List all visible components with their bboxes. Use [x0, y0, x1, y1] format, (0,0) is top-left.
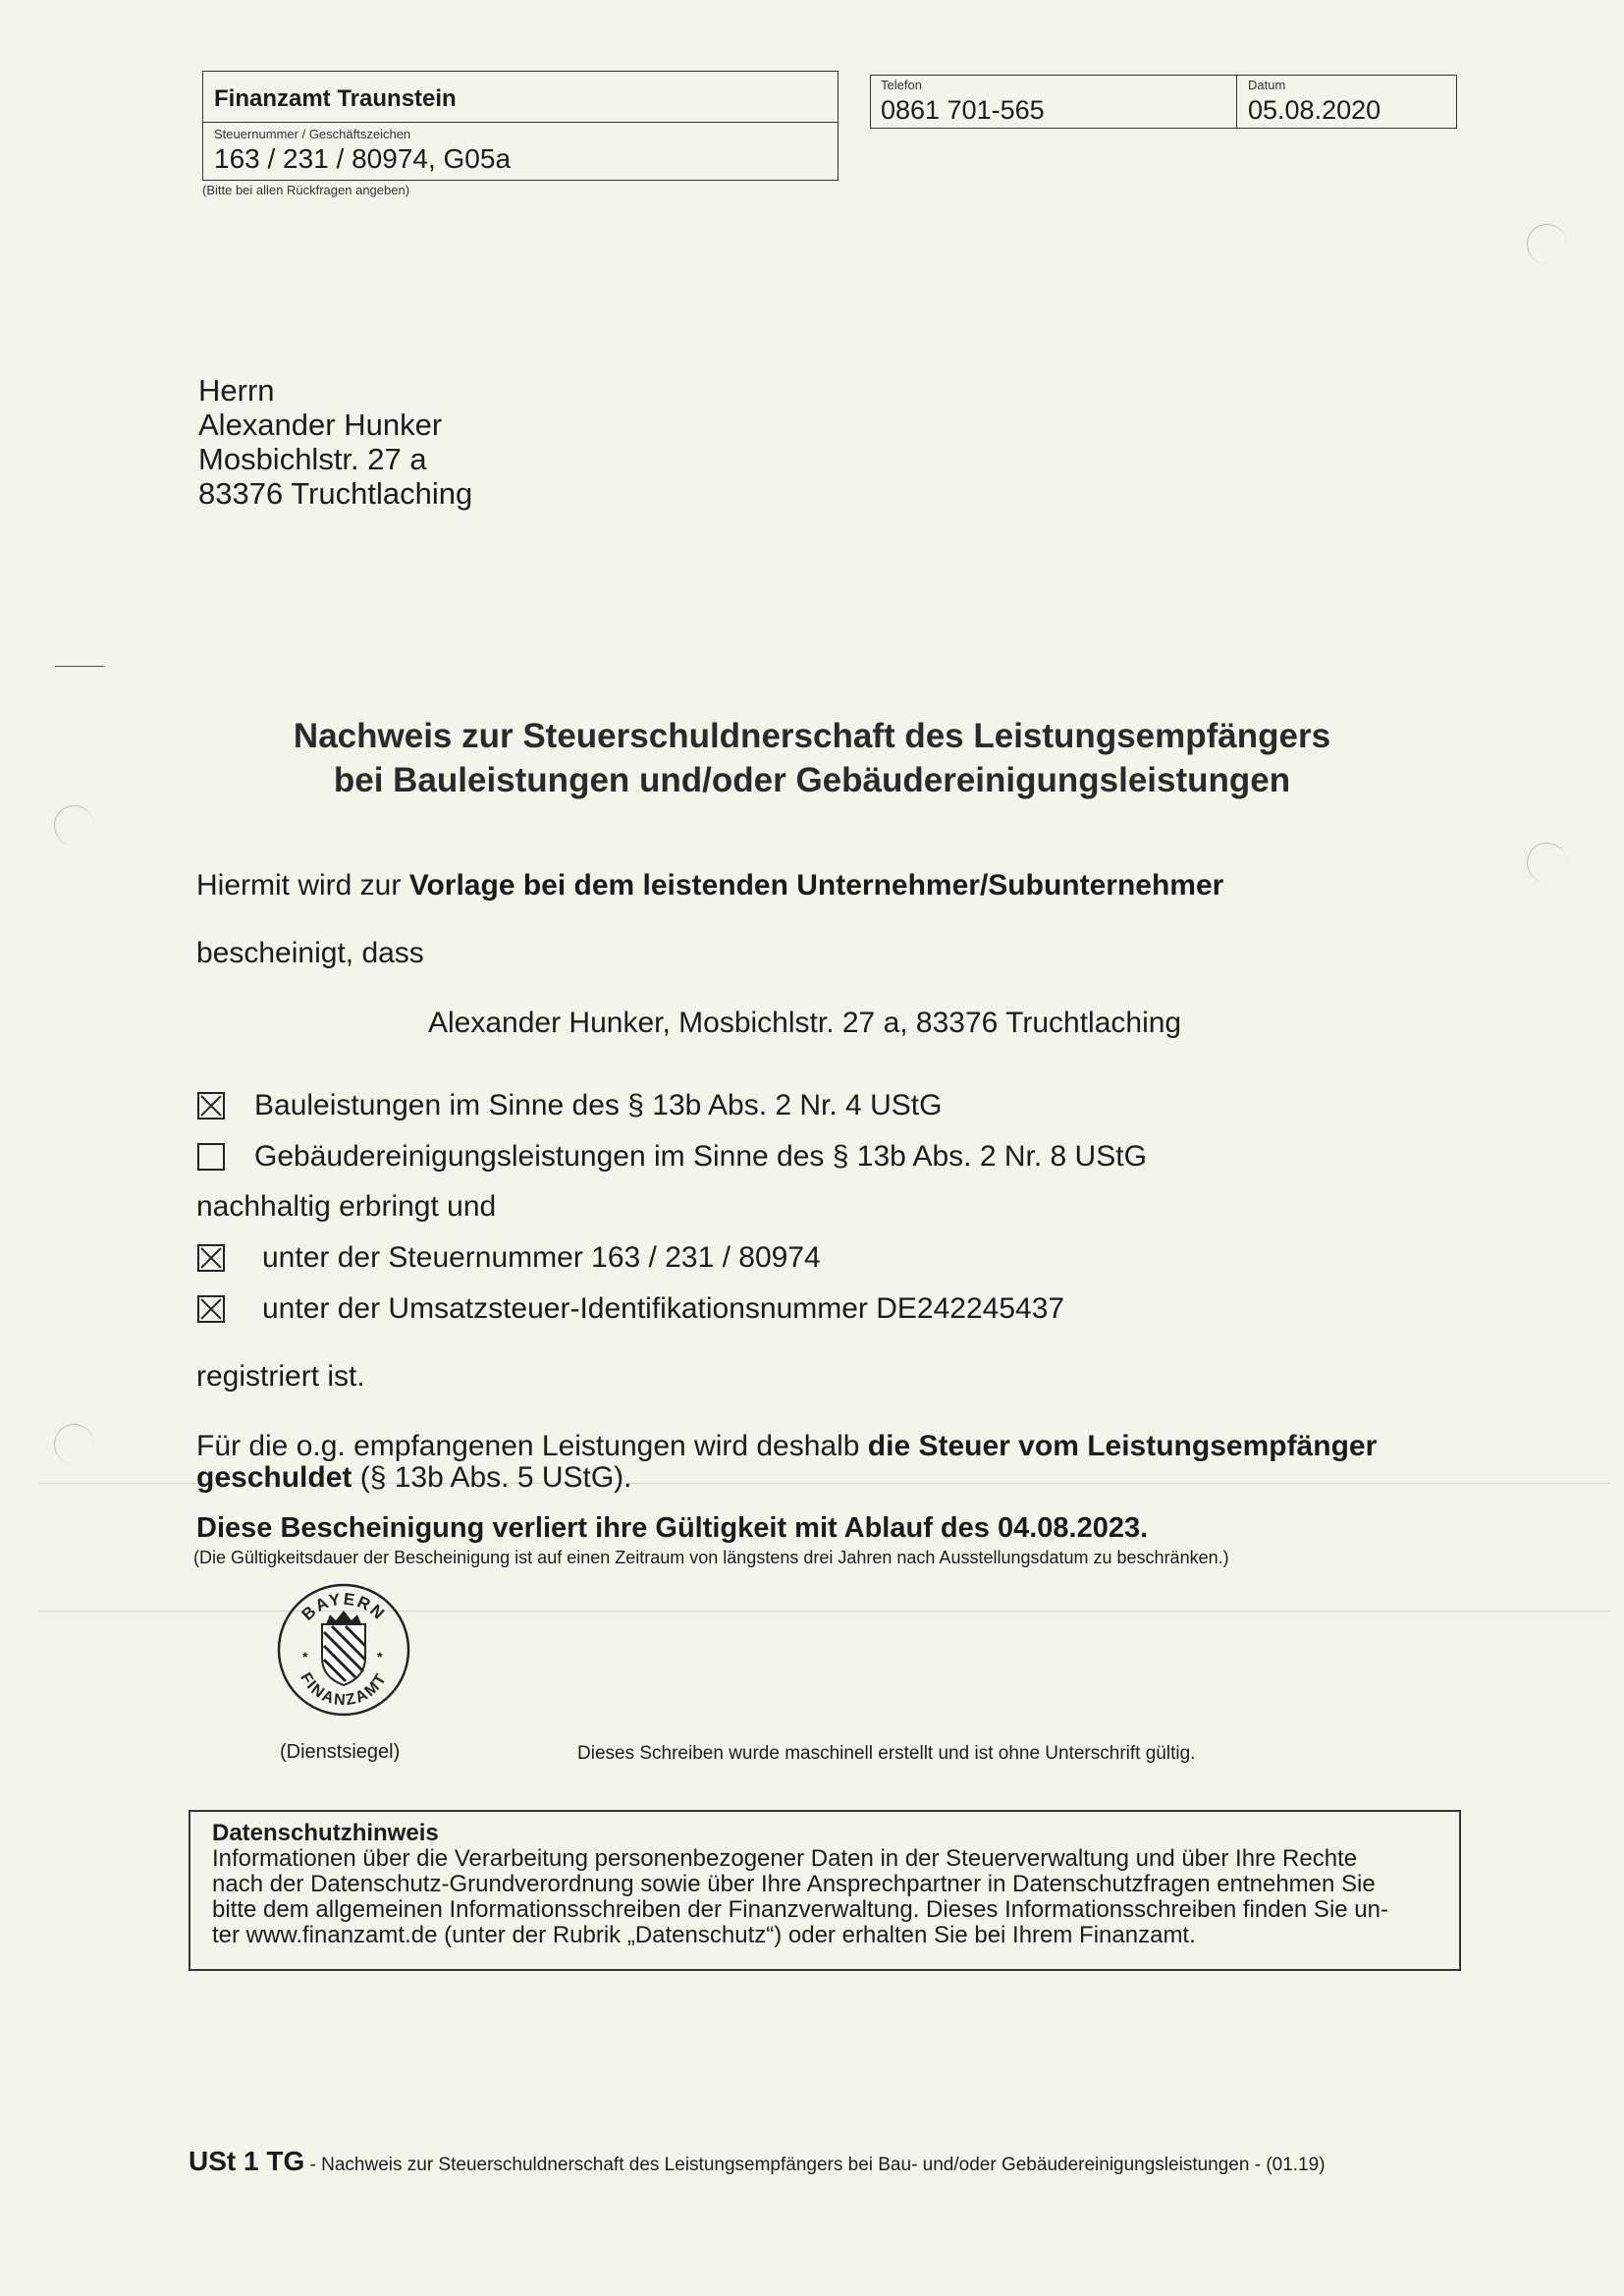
privacy-line: nach der Datenschutz-Grundverordnung sowie über Ihre Ansprechpartner in Datenschutzfragen entnehmen Sie	[212, 1871, 1376, 1897]
contact-box	[870, 75, 1457, 129]
tax-number-value: 163 / 231 / 80974, G05a	[214, 143, 512, 174]
recipient-street: Mosbichlstr. 27 a	[198, 442, 427, 476]
certified-text: bescheinigt, dass	[196, 937, 424, 969]
registration-label: unter der Umsatzsteuer-Identifikationsnummer DE242245437	[262, 1292, 1065, 1325]
svg-text:*: *	[377, 1649, 383, 1665]
liability-prefix: Für die o.g. empfangenen Leistungen wird deshalb	[196, 1430, 868, 1462]
svg-text:BAYERN: BAYERN	[298, 1589, 390, 1624]
liability-bold2: geschuldet	[196, 1461, 352, 1494]
document-title-line1: Nachweis zur Steuerschuldnerschaft des Leistungsempfängers	[293, 717, 1331, 755]
office-row	[203, 72, 838, 123]
document-title-line2: bei Bauleistungen und/oder Gebäudereinigungsleistungen	[333, 761, 1291, 799]
registered-text: registriert ist.	[196, 1360, 365, 1393]
seal-caption: (Dienstsiegel)	[280, 1741, 401, 1763]
form-code: USt 1 TG	[189, 2146, 305, 2176]
checkbox-checked[interactable]	[197, 1244, 225, 1272]
tax-number-label: Steuernummer / Geschäftszeichen	[214, 127, 411, 141]
machine-note: Dieses Schreiben wurde maschinell erstellt und ist ohne Unterschrift gültig.	[577, 1743, 1196, 1764]
tax-number-note: (Bitte bei allen Rückfragen angeben)	[202, 183, 410, 197]
contact-divider	[1236, 76, 1237, 128]
privacy-notice-box	[189, 1810, 1461, 1971]
checkbox-checked[interactable]	[197, 1092, 225, 1120]
form-description: - Nachweis zur Steuerschuldnerschaft des Leistungsempfängers bei Bau- und/oder Gebäudereinigungsleistungen - (01.19)	[304, 2155, 1326, 2175]
validity-note: (Die Gültigkeitsdauer der Bescheinigung ist auf einen Zeitraum von längstens drei Jahren nach Ausstellungsdatum zu beschränken.)	[193, 1548, 1229, 1567]
recipient-city: 83376 Truchtlaching	[198, 476, 473, 511]
privacy-title: Datenschutzhinweis	[212, 1820, 439, 1846]
liability-line1	[196, 1430, 1377, 1463]
checkbox-checked[interactable]	[197, 1295, 225, 1323]
registration-tax-number[interactable]	[197, 1241, 821, 1275]
option-label: Bauleistungen im Sinne des § 13b Abs. 2 Nr. 4 UStG	[254, 1089, 943, 1121]
phone-value: 0861 701-565	[881, 95, 1045, 125]
validity-text: Diese Bescheinigung verliert ihre Gültigkeit mit Ablauf des 04.08.2023.	[196, 1512, 1149, 1544]
subject-address: Alexander Hunker, Mosbichlstr. 27 a, 83376 Truchtlaching	[428, 1007, 1182, 1039]
privacy-line: ter www.finanzamt.de (unter der Rubrik „Datenschutz“) oder erhalten Sie bei Ihrem Finanzamt.	[212, 1922, 1196, 1948]
punch-hole	[54, 1424, 94, 1464]
official-seal-icon	[275, 1581, 412, 1719]
date-label: Datum	[1248, 78, 1286, 92]
option-construction[interactable]	[197, 1089, 942, 1122]
svg-text:*: *	[302, 1649, 308, 1665]
punch-hole	[1527, 224, 1567, 264]
recipient-salutation: Herrn	[198, 373, 275, 408]
privacy-line: bitte dem allgemeinen Informationsschreiben der Finanzverwaltung. Dieses Informationsschreiben finden Sie un-	[212, 1896, 1388, 1923]
liability-line2	[196, 1461, 632, 1495]
liability-bold: die Steuer vom Leistungsempfänger	[867, 1430, 1378, 1462]
option-label: Gebäudereinigungsleistungen im Sinne des § 13b Abs. 2 Nr. 8 UStG	[254, 1140, 1147, 1173]
office-name: Finanzamt Traunstein	[214, 85, 457, 112]
office-box	[202, 71, 839, 181]
sustained-text: nachhaltig erbringt und	[196, 1190, 497, 1223]
checkbox-unchecked[interactable]	[197, 1143, 225, 1171]
svg-text:FINANZAMT: FINANZAMT	[297, 1669, 391, 1710]
intro-text	[196, 869, 1223, 902]
fold-line	[55, 666, 104, 667]
recipient-name: Alexander Hunker	[198, 408, 443, 442]
form-footer	[189, 2146, 1326, 2177]
option-cleaning[interactable]	[197, 1140, 1147, 1174]
registration-vat-id[interactable]	[197, 1292, 1064, 1326]
punch-hole	[1527, 843, 1567, 883]
intro-prefix: Hiermit wird zur	[196, 869, 409, 902]
privacy-line: Informationen über die Verarbeitung personenbezogener Daten in der Steuerverwaltung und über Ihre Rechte	[212, 1845, 1358, 1872]
registration-label: unter der Steuernummer 163 / 231 / 80974	[262, 1241, 821, 1274]
phone-label: Telefon	[881, 78, 922, 92]
intro-bold: Vorlage bei dem leistenden Unternehmer/Subunternehmer	[408, 869, 1224, 902]
date-value: 05.08.2020	[1248, 95, 1381, 125]
punch-hole	[54, 805, 94, 846]
liability-suffix: (§ 13b Abs. 5 UStG).	[352, 1461, 632, 1494]
